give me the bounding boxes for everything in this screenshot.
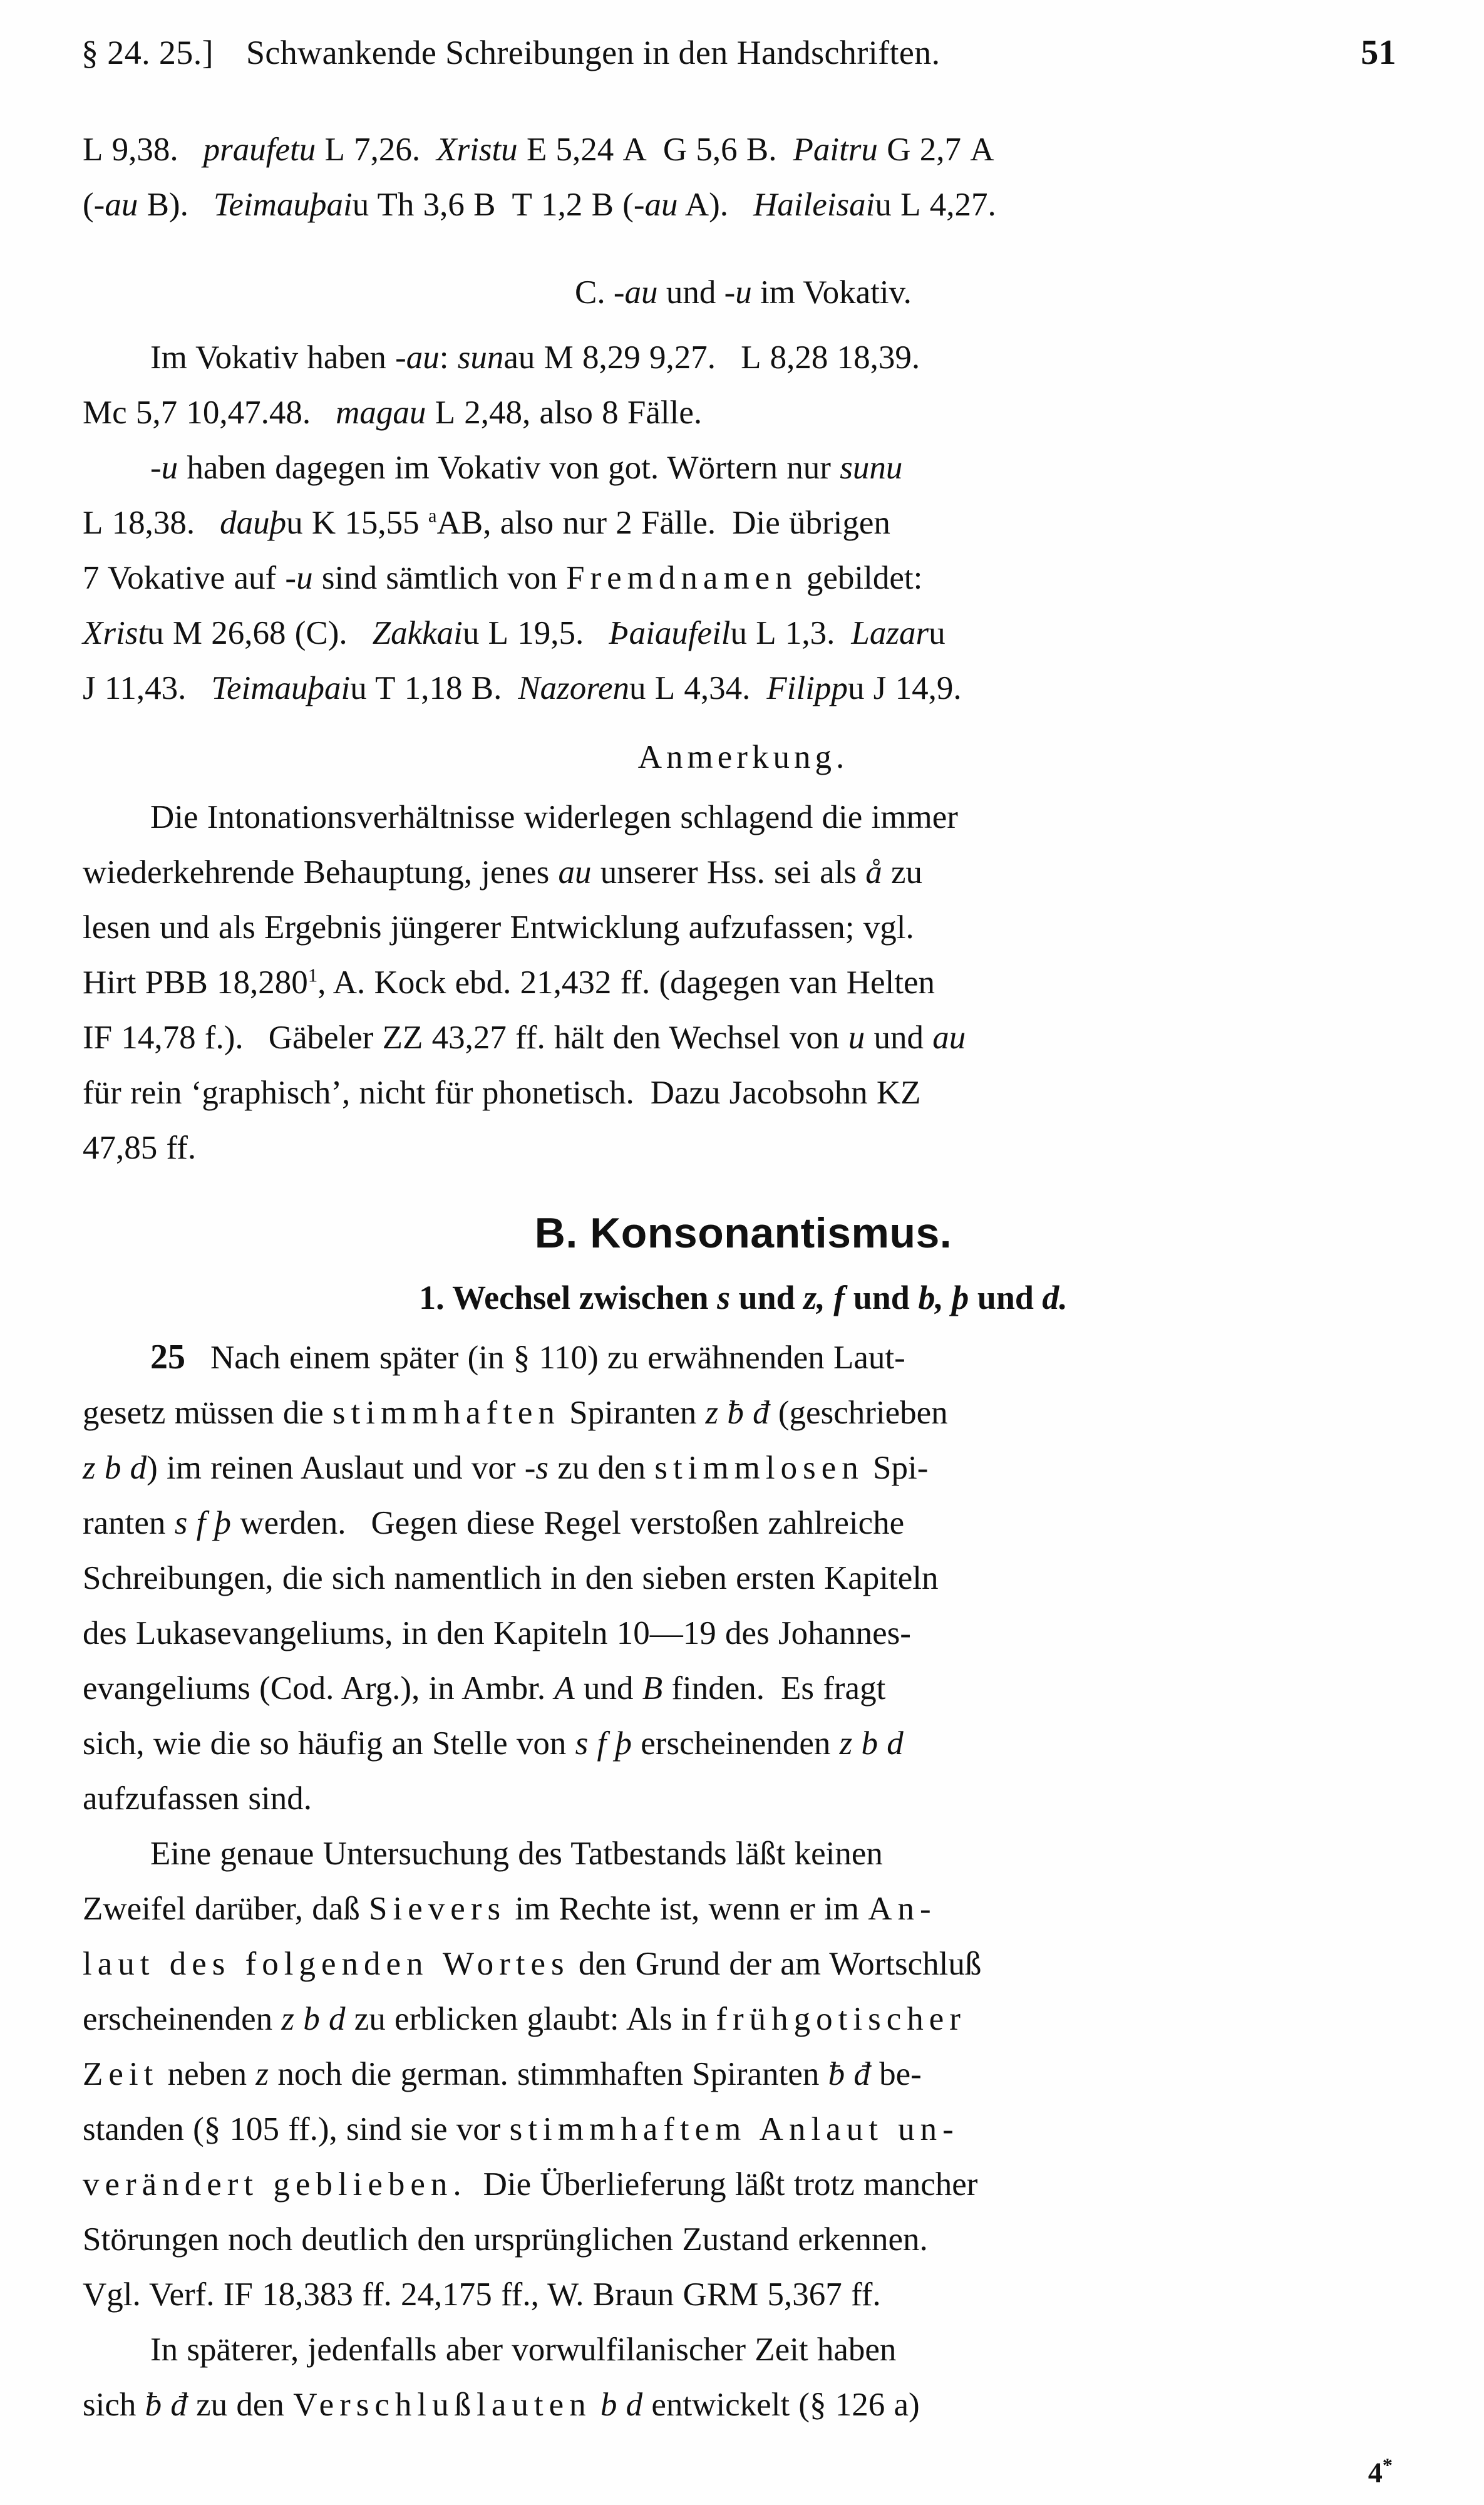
text-line: für rein ‘graphisch’, nicht für phonetisch. Dazu Jacobsohn KZ [83, 1075, 921, 1111]
subheading-f: f [833, 1279, 845, 1316]
section-c-rest: im Vokativ. [760, 274, 912, 311]
page-body [83, 122, 1404, 2432]
text-line: lesen und als Ergebnis jüngerer Entwicklung aufzufassen; vgl. [83, 909, 914, 946]
subheading-z: z, [803, 1279, 825, 1316]
text-line: Zweifel darüber, daß Sievers im Rechte ist, wenn er im An- [83, 1891, 937, 1927]
paragraph-last [83, 2322, 1404, 2432]
section-c-u: -u [724, 274, 752, 311]
signature-number: 4 [1368, 2456, 1383, 2488]
text-line: erscheinenden z b d zu erblicken glaubt: Als in frühgotischer [83, 2001, 966, 2037]
text-line: Schreibungen, die sich namentlich in den sieben ersten Kapiteln [83, 1560, 939, 1596]
section-c-heading [83, 265, 1404, 320]
section-c-letter: C. [575, 274, 605, 311]
running-head-title: Schwankende Schreibungen in den Handschriften. [245, 34, 940, 71]
subheading-number: 1. [419, 1279, 445, 1316]
subheading-s: s [717, 1279, 731, 1316]
text-line: sich, wie die so häufig an Stelle von s f þ erscheinenden z b d [83, 1725, 904, 1762]
text-line: verändert geblieben. Die Überlieferung läßt trotz mancher [83, 2166, 978, 2203]
paragraph-anmerkung [83, 790, 1404, 1175]
text-line: (-au B). Teimauþaiu Th 3,6 B T 1,2 B (-au A). Haileisaiu L 4,27. [83, 187, 996, 223]
subheading-text: Wechsel zwischen [452, 1279, 709, 1316]
text-line: Mc 5,7 10,47.48. magau L 2,48, also 8 Fälle. [83, 395, 703, 431]
paragraph-continued [83, 122, 1404, 232]
section-b-subheading [83, 1269, 1404, 1326]
text-line: -u haben dagegen im Vokativ von got. Wörtern nur sunu [150, 450, 903, 486]
subheading-thorn: þ [952, 1279, 969, 1316]
text-line: evangeliums (Cod. Arg.), in Ambr. A und B finden. Es fragt [83, 1670, 886, 1707]
text-line: des Lukasevangeliums, in den Kapiteln 10—19 des Johannes- [83, 1615, 911, 1651]
text-line: 47,85 ff. [83, 1130, 197, 1166]
text-line: ranten s f þ werden. Gegen diese Regel verstoßen zahlreiche [83, 1505, 905, 1541]
text-line: Xristu M 26,68 (C). Zakkaiu L 19,5. Þaiaufeilu L 1,3. Lazaru [83, 615, 946, 651]
text-line: wiederkehrende Behauptung, jenes au unserer Hss. sei als å zu [83, 854, 922, 891]
text-line: Im Vokativ haben -au: sunau M 8,29 9,27. L 8,28 18,39. [150, 339, 920, 376]
anmerkung-heading: Anmerkung. [637, 739, 849, 775]
text-line: 7 Vokative auf -u sind sämtlich von Fremdnamen gebildet: [83, 560, 923, 596]
page-number: 51 [1361, 33, 1396, 72]
text-line: Störungen noch deutlich den ursprünglichen Zustand erkennen. [83, 2221, 928, 2258]
signature-star: * [1382, 2453, 1393, 2476]
section-b-heading: B. Konsonantismus. [534, 1209, 952, 1257]
section-c-und: und [666, 274, 716, 311]
text-line: Hirt PBB 18,280$^1$, A. Kock ebd. 21,432 ff. (dagegen van Helten [83, 964, 935, 1001]
running-head-section-marker: § 24. 25.] [81, 34, 214, 71]
text-line: Zeit neben z noch die german. stimmhaften Spiranten ƀ đ be- [83, 2056, 922, 2092]
paragraph-vokativ-u [83, 440, 1404, 716]
text-line: 25 Nach einem später (in § 110) zu erwähnenden Laut- [150, 1338, 905, 1376]
text-line: standen (§ 105 ff.), sind sie vor stimmhaftem Anlaut un- [83, 2111, 959, 2147]
text-line: Vgl. Verf. IF 18,383 ff. 24,175 ff., W. Braun GRM 5,367 ff. [83, 2276, 881, 2313]
running-head [81, 33, 1403, 73]
text-line: gesetz müssen die stimmhaften Spiranten z ƀ đ (geschrieben [83, 1395, 948, 1431]
text-line: J 11,43. Teimauþaiu T 1,18 B. Nazorenu L 4,34. Filippu J 14,9. [83, 670, 962, 706]
section-number-25: 25 [150, 1338, 185, 1376]
text-line: laut des folgenden Wortes den Grund der am Wortschluß [83, 1946, 982, 1982]
text-line: L 9,38. praufetu L 7,26. Xristu E 5,24 A G 5,6 B. Paitru G 2,7 A [83, 132, 994, 168]
text-line: L 18,38. dauþu K 15,55 $^a$AB, also nur 2 Fälle. Die übrigen [83, 505, 890, 541]
signature-mark [1368, 2454, 1393, 2489]
paragraph-vokativ-au [83, 330, 1404, 440]
subheading-b: b, [918, 1279, 944, 1316]
subheading-und-3: und [977, 1279, 1034, 1316]
text-line: Eine genaue Untersuchung des Tatbestands läßt keinen [150, 1836, 883, 1872]
text-line: sich ƀ đ zu den Verschlußlauten b d entwickelt (§ 126 a) [83, 2387, 920, 2423]
subheading-und-2: und [853, 1279, 910, 1316]
text-line: IF 14,78 f.). Gäbeler ZZ 43,27 ff. hält den Wechsel von u und au [83, 1020, 966, 1056]
text-line: aufzufassen sind. [83, 1780, 312, 1817]
text-line: In späterer, jedenfalls aber vorwulfilanischer Zeit haben [150, 2332, 897, 2368]
text-line: Die Intonationsverhältnisse widerlegen schlagend die immer [150, 799, 958, 835]
text-line: z b d) im reinen Auslaut und vor -s zu den stimmlosen Spi- [83, 1450, 929, 1486]
subheading-d: d. [1042, 1279, 1068, 1316]
subheading-und-1: und [738, 1279, 795, 1316]
paragraph-25 [83, 1330, 1404, 1826]
section-c-au: -au [613, 274, 658, 311]
paragraph-sievers [83, 1826, 1404, 2322]
